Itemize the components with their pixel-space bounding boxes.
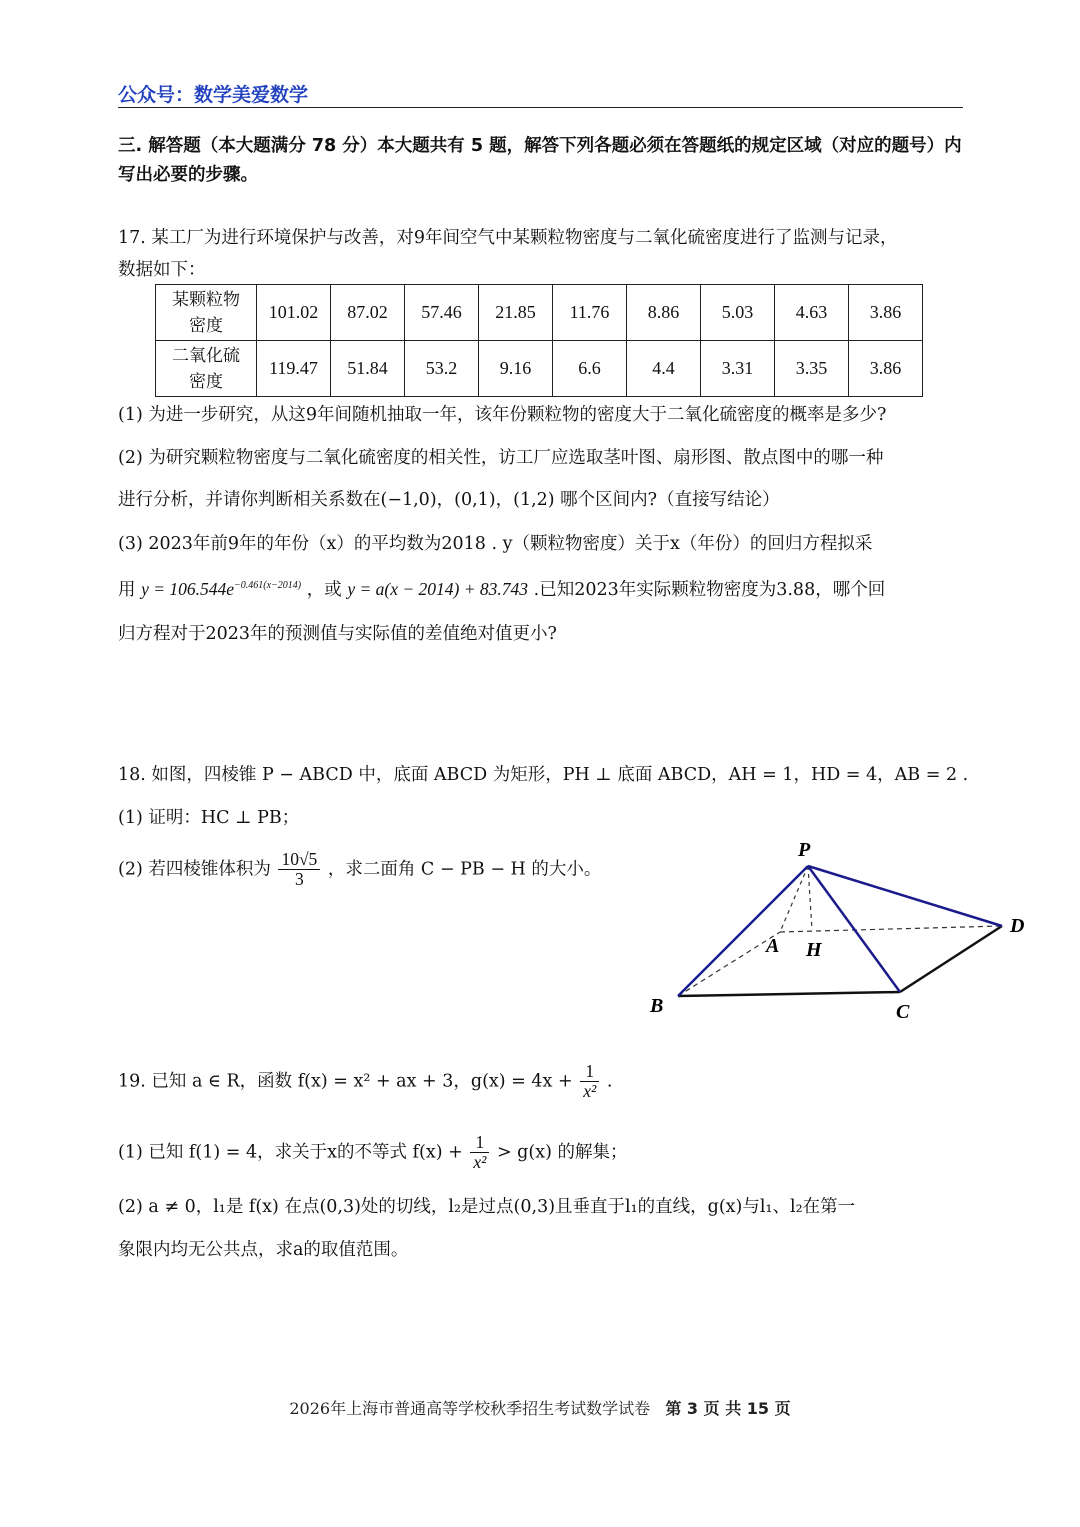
table-cell: 4.63 (775, 285, 849, 341)
fraction-numerator: 1 (470, 1133, 489, 1153)
fraction-numerator: 1 (580, 1062, 599, 1082)
text-span: 19. 已知 a ∈ R，函数 f(x) = x² + ax + 3，g(x) = 4x + (118, 1071, 573, 1092)
edge-PC (808, 866, 900, 992)
table-cell: 5.03 (701, 285, 775, 341)
edge-BA (678, 932, 780, 996)
point-label-H: H (806, 939, 822, 961)
table-cell: 6.6 (553, 341, 627, 397)
text-span: ，求二面角 C − PB − H 的大小。 (327, 859, 602, 880)
text-span: > g(x) 的解集； (496, 1142, 628, 1163)
q18-part2 (118, 850, 601, 890)
exponent: −0.461(x−2014) (234, 580, 302, 592)
table-cell: 57.46 (405, 285, 479, 341)
table-cell: 4.4 (627, 341, 701, 397)
row-label-so2 (156, 341, 257, 397)
table-cell: 3.86 (849, 341, 923, 397)
edge-PD (808, 866, 1002, 926)
footer-page-number: 第 3 页 共 15 页 (665, 1399, 791, 1418)
q17-intro-line2: 数据如下： (118, 260, 206, 280)
text-span: .已知2023年实际颗粒物密度为3.88，哪个回 (533, 580, 886, 600)
q17-part3-line2 (118, 576, 885, 601)
q17-part1: (1) 为进一步研究，从这9年间随机抽取一年，该年份颗粒物的密度大于二氧化硫密度的概率是多少? (118, 405, 887, 425)
vertex-label-B: B (650, 995, 664, 1017)
text-span: (2) 若四棱锥体积为 (118, 859, 271, 880)
q19-part1 (118, 1133, 627, 1173)
text-span: 用 (118, 580, 136, 600)
footer-exam-title: 2026年上海市普通高等学校秋季招生考试数学试卷 (289, 1399, 651, 1418)
table-cell: 101.02 (257, 285, 331, 341)
q19-part2-line1: (2) a ≠ 0，l₁是 f(x) 在点(0,3)处的切线，l₂是过点(0,3)且垂直于l₁的直线，g(x)与l₁、l₂在第一 (118, 1197, 856, 1217)
row-label-line: 密度 (189, 315, 223, 336)
q17-part3-line3: 归方程对于2023年的预测值与实际值的差值绝对值更小? (118, 624, 557, 644)
pyramid-figure (640, 830, 1040, 1030)
q18-part1: (1) 证明：HC ⊥ PB； (118, 808, 300, 828)
row-label-particulate (156, 285, 257, 341)
table-cell: 21.85 (479, 285, 553, 341)
table-cell: 3.86 (849, 285, 923, 341)
fraction-numerator: 10√5 (278, 850, 320, 870)
q17-part2-line2: 进行分析，并请你判断相关系数在(−1,0)，(0,1)，(1,2) 哪个区间内?（直接写结论） (118, 490, 780, 510)
vertex-label-P: P (798, 839, 811, 861)
header-title: 公众号：数学美爱数学 (118, 84, 309, 106)
section-heading: 三. 解答题（本大题满分 78 分）本大题共有 5 题，解答下列各题必须在答题纸的规定区域（对应的题号）内写出必要的步骤。 (118, 136, 962, 185)
header-divider (118, 107, 963, 108)
vertex-label-C: C (896, 1001, 910, 1023)
vertex-label-D: D (1010, 915, 1025, 937)
table-cell: 9.16 (479, 341, 553, 397)
table-cell: 51.84 (331, 341, 405, 397)
row-label-line: 某颗粒物 (172, 289, 240, 310)
regression-eq-exp: y = 106.544e (141, 579, 235, 599)
q17-part3-line1: (3) 2023年前9年的年份（x）的平均数为2018 . y（颗粒物密度）关于x（年份）的回归方程拟采 (118, 534, 873, 554)
q17-part2-line1: (2) 为研究颗粒物密度与二氧化硫密度的相关性，访工厂应选取茎叶图、扇形图、散点图中的哪一种 (118, 448, 884, 468)
height-PH (808, 866, 812, 930)
table-cell: 11.76 (553, 285, 627, 341)
edge-BC (678, 992, 900, 996)
q19-part2-line2: 象限内均无公共点，求a的取值范围。 (118, 1240, 409, 1260)
table-cell: 87.02 (331, 285, 405, 341)
row-label-line: 二氧化硫 (172, 345, 240, 366)
vertex-label-A: A (766, 935, 780, 957)
fraction-denominator: 3 (294, 869, 304, 890)
text-span: ，或 (306, 580, 342, 600)
table-cell: 119.47 (257, 341, 331, 397)
fraction (470, 1133, 489, 1173)
regression-eq-linear: y = a(x − 2014) + 83.743 (347, 579, 529, 599)
edge-AD (780, 926, 1002, 932)
data-table (155, 284, 923, 397)
edge-CD (900, 926, 1002, 992)
q18-intro: 18. 如图，四棱锥 P − ABCD 中，底面 ABCD 为矩形，PH ⊥ 底面 ABCD，AH = 1，HD = 4，AB = 2 . (118, 765, 969, 785)
table-cell: 53.2 (405, 341, 479, 397)
fraction (580, 1062, 599, 1102)
table-cell: 3.31 (701, 341, 775, 397)
fraction-denominator: x² (473, 1152, 487, 1173)
text-span: (1) 已知 f(1) = 4，求关于x的不等式 f(x) + (118, 1142, 463, 1163)
text-span: . (606, 1071, 613, 1092)
edge-PB (678, 866, 808, 996)
table-cell: 3.35 (775, 341, 849, 397)
table-row (156, 341, 923, 397)
q17-intro-line1: 17. 某工厂为进行环境保护与改善，对9年间空气中某颗粒物密度与二氧化硫密度进行了监测与记录， (118, 228, 898, 248)
page-footer (0, 1396, 1080, 1419)
table-cell: 8.86 (627, 285, 701, 341)
fraction-denominator: x² (583, 1081, 597, 1102)
table-row (156, 285, 923, 341)
row-label-line: 密度 (189, 371, 223, 392)
q19-intro (118, 1062, 612, 1102)
edge-PA (780, 866, 808, 932)
volume-fraction (278, 850, 320, 890)
